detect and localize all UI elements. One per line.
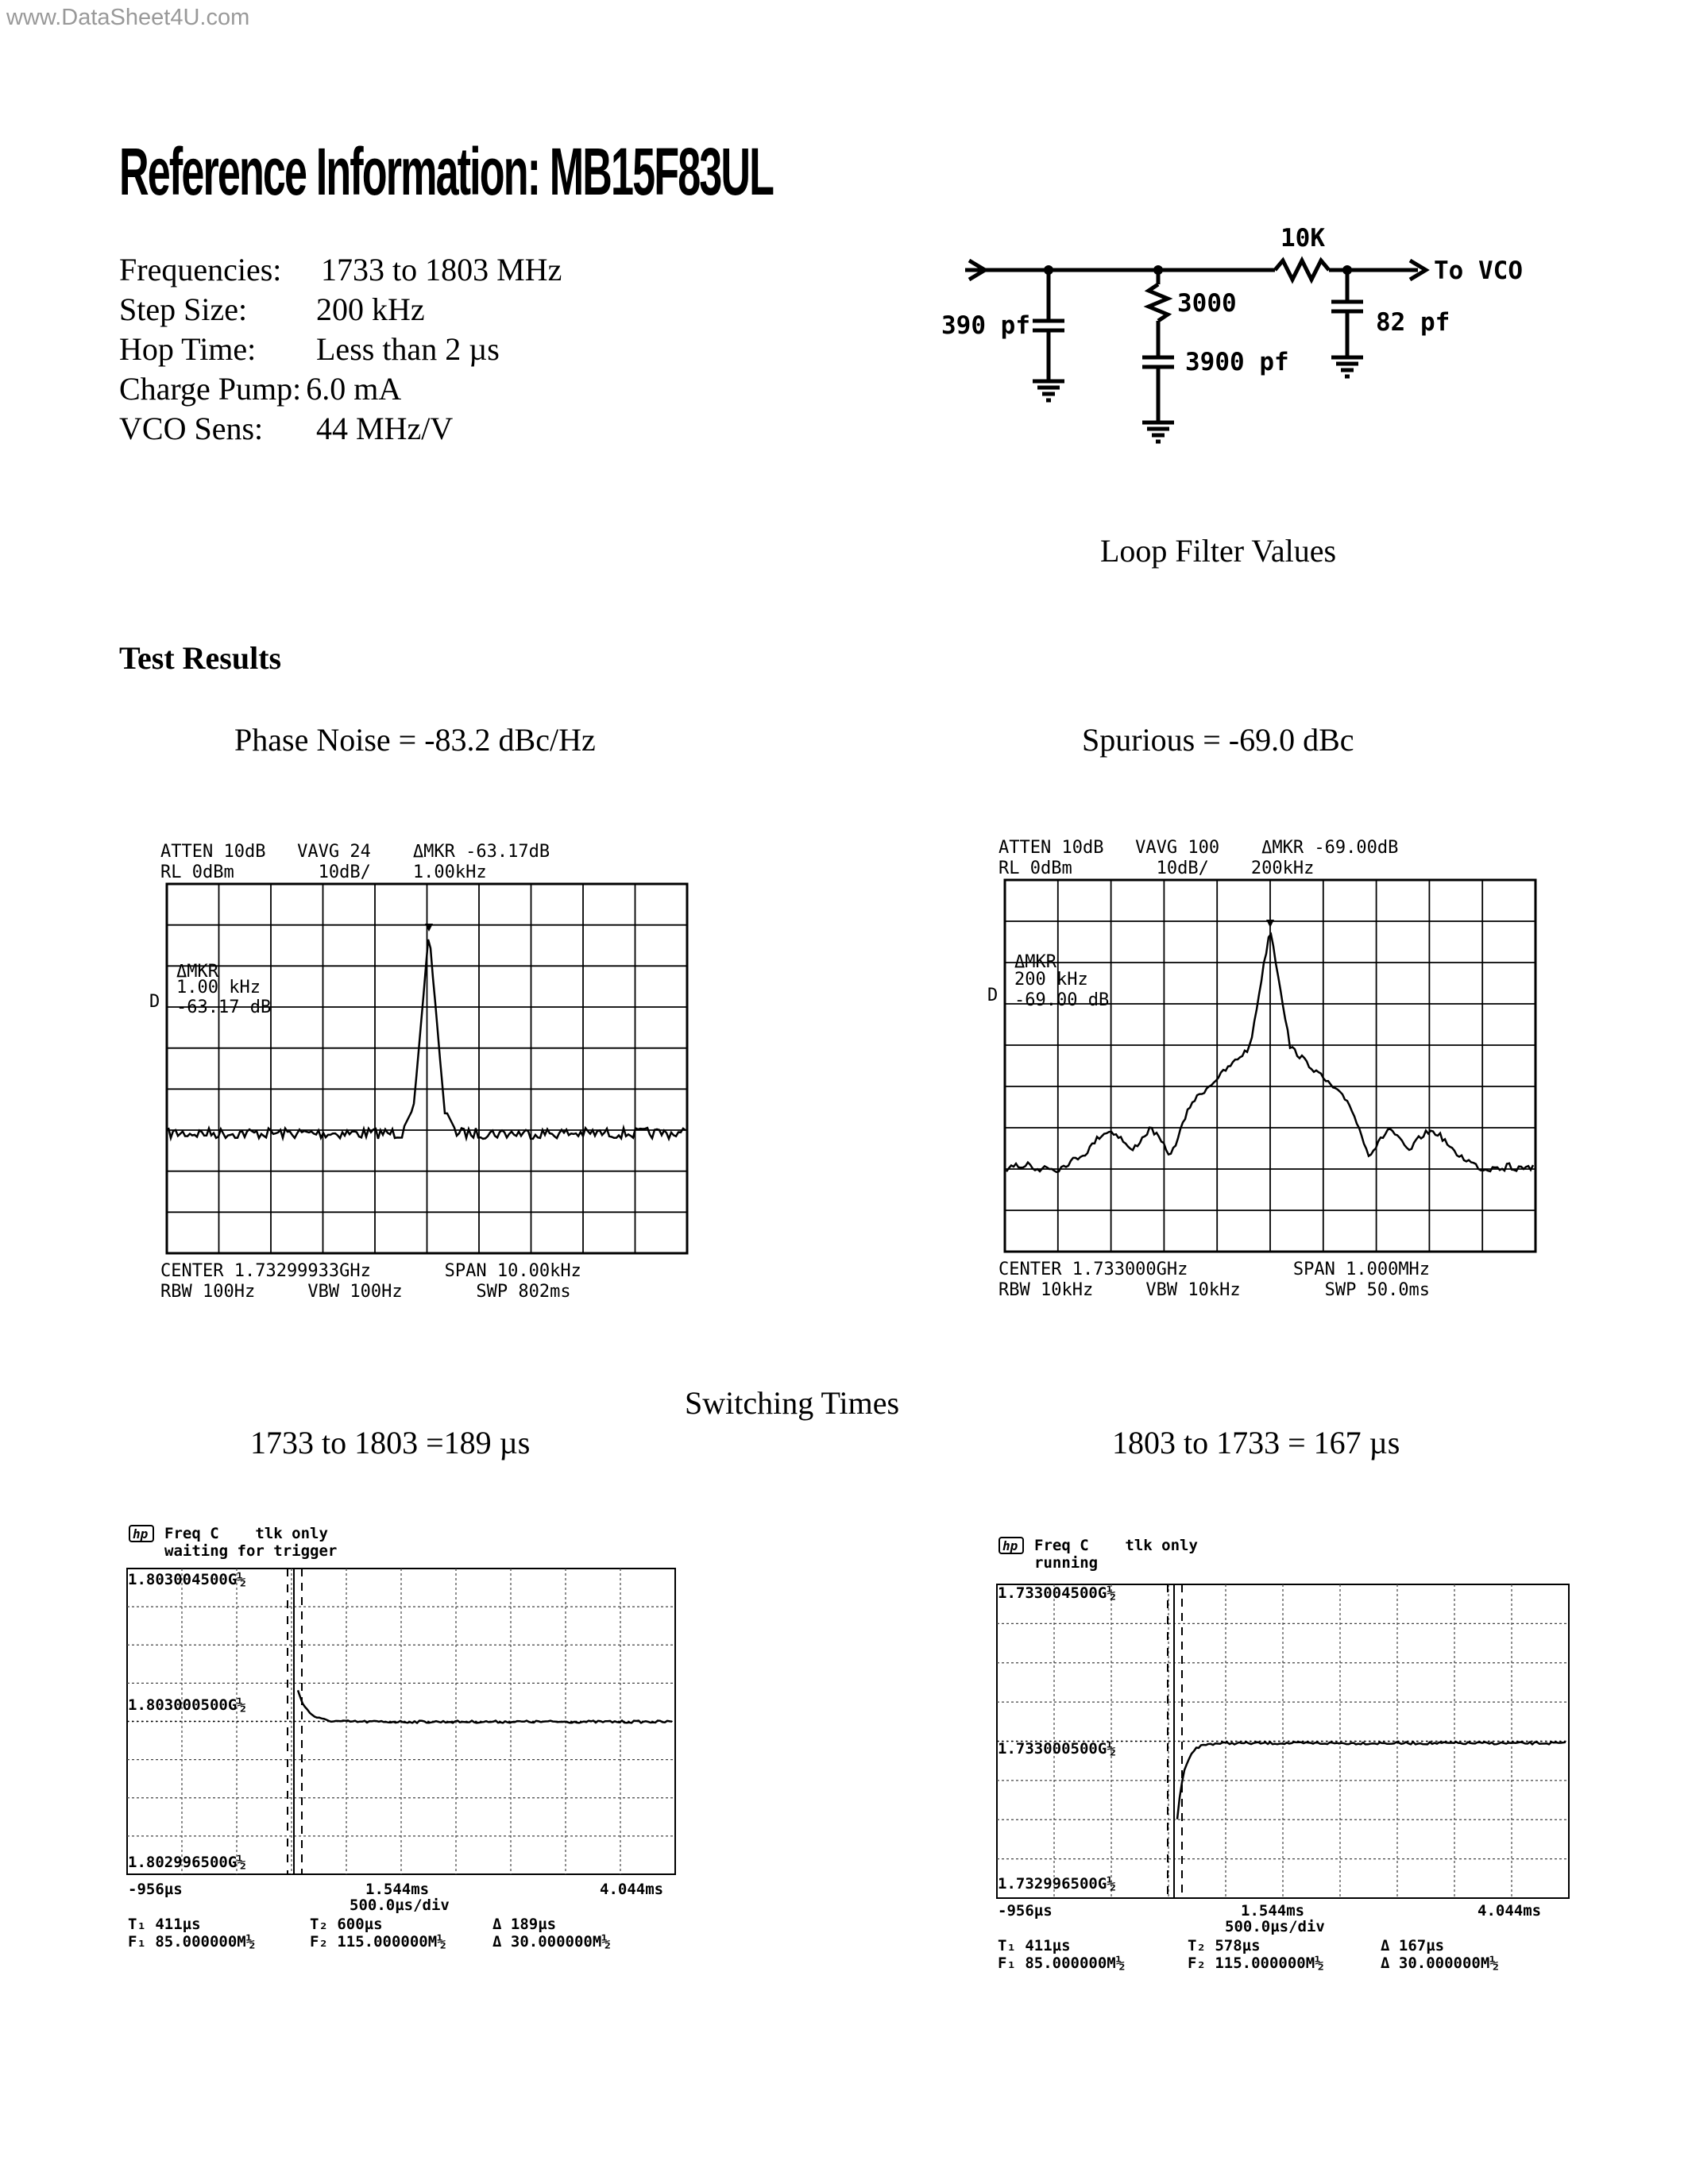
output-label: To VCO bbox=[1434, 257, 1523, 285]
spec-list bbox=[119, 250, 562, 449]
c1-label: 390 pf bbox=[941, 311, 1030, 340]
analyzer-footer-line2: RBW 100Hz VBW 100Hz SWP 802ms bbox=[160, 1282, 571, 1302]
x-scale: 500.0µs/div bbox=[350, 1897, 450, 1914]
scope-header-line2: waiting for trigger bbox=[164, 1542, 338, 1560]
marker-freq: 1.00 kHz bbox=[176, 978, 261, 997]
spec-value: 200 kHz bbox=[316, 291, 425, 327]
y-label-top: 1.733004500G½ bbox=[998, 1584, 1116, 1602]
spec-label: Hop Time: bbox=[119, 331, 257, 367]
x-label-mid: 1.544ms bbox=[365, 1881, 430, 1898]
hp-logo: hp bbox=[133, 1526, 149, 1542]
switch-time-2-caption: 1803 to 1733 = 167 µs bbox=[1112, 1425, 1400, 1461]
analyzer-footer-line1: CENTER 1.73299933GHz SPAN 10.00kHz bbox=[160, 1261, 581, 1281]
marker-t1: T₁ 411µs bbox=[998, 1937, 1071, 1954]
marker-t2: T₂ 578µs bbox=[1188, 1937, 1261, 1954]
spec-label: Frequencies: bbox=[119, 252, 282, 287]
marker-t2: T₂ 600µs bbox=[310, 1916, 383, 1933]
spec-value: 1733 to 1803 MHz bbox=[321, 252, 562, 287]
y-label-top: 1.803004500G½ bbox=[128, 1571, 246, 1588]
scope-header-line1: Freq C tlk only bbox=[1034, 1537, 1198, 1554]
marker-icon bbox=[425, 924, 433, 932]
spec-label: Step Size: bbox=[119, 291, 248, 327]
spec-step-size bbox=[119, 290, 562, 330]
loop-filter-schematic bbox=[921, 214, 1573, 469]
analyzer-footer-line1: CENTER 1.733000GHz SPAN 1.000MHz bbox=[999, 1260, 1431, 1279]
hp-logo: hp bbox=[1002, 1538, 1018, 1553]
spec-charge-pump bbox=[119, 369, 562, 409]
loop-filter-caption: Loop Filter Values bbox=[1100, 533, 1337, 569]
r2-label: 10K bbox=[1280, 224, 1325, 253]
scope-header-line1: Freq C tlk only bbox=[164, 1525, 328, 1542]
marker-delta-t: Δ 167µs bbox=[1381, 1937, 1445, 1954]
spec-value: 6.0 mA bbox=[306, 371, 402, 407]
phase-noise-caption: Phase Noise = -83.2 dBc/Hz bbox=[234, 722, 596, 758]
x-label-mid: 1.544ms bbox=[1241, 1902, 1305, 1920]
analyzer-settings-line2: RL 0dBm 10dB/ 1.00kHz bbox=[160, 862, 487, 882]
spec-value: 44 MHz/V bbox=[316, 411, 454, 446]
y-label-bottom: 1.732996500G½ bbox=[998, 1875, 1116, 1893]
scope-header-line2: running bbox=[1034, 1554, 1099, 1572]
marker-f2: F₂ 115.000000M½ bbox=[310, 1933, 446, 1951]
switch-time-1-caption: 1733 to 1803 =189 µs bbox=[250, 1425, 531, 1461]
frequency-trace bbox=[298, 1690, 672, 1723]
x-label-right: 4.044ms bbox=[1477, 1902, 1542, 1920]
marker-icon bbox=[1266, 920, 1274, 928]
page-title: Reference Information: MB15F83UL bbox=[119, 134, 774, 209]
marker-amplitude: -63.17 dB bbox=[176, 997, 272, 1017]
y-label-mid: 1.803000500G½ bbox=[128, 1696, 246, 1714]
x-scale: 500.0µs/div bbox=[1225, 1918, 1325, 1935]
c2-label: 3900 pf bbox=[1185, 348, 1289, 376]
marker-freq: 200 kHz bbox=[1014, 970, 1088, 990]
spurious-caption: Spurious = -69.0 dBc bbox=[1082, 722, 1354, 758]
spec-frequencies bbox=[119, 250, 562, 290]
marker-f1: F₁ 85.000000M½ bbox=[998, 1954, 1126, 1972]
frequency-scope-plot-2 bbox=[993, 1533, 1573, 1978]
marker-delta-label: ΔMKR bbox=[176, 962, 218, 982]
marker-amplitude: -69.00 dB bbox=[1014, 990, 1110, 1010]
analyzer-settings-line1: ATTEN 10dB VAVG 24 ΔMKR -63.17dB bbox=[160, 842, 550, 862]
spectrum-plot-phase-noise bbox=[151, 838, 707, 1314]
marker-delta-label: ΔMKR bbox=[1014, 952, 1056, 972]
spec-label: VCO Sens: bbox=[119, 411, 264, 446]
r1-label: 3000 bbox=[1177, 289, 1237, 318]
x-label-left: -956µs bbox=[998, 1902, 1053, 1920]
spec-hop-time bbox=[119, 330, 562, 369]
spec-label: Charge Pump: bbox=[119, 371, 302, 407]
spectrum-plot-spurious bbox=[989, 834, 1561, 1314]
marker-delta-f: Δ 30.000000M½ bbox=[492, 1933, 611, 1951]
analyzer-settings-line1: ATTEN 10dB VAVG 100 ΔMKR -69.00dB bbox=[999, 838, 1399, 858]
marker-delta-f: Δ 30.000000M½ bbox=[1381, 1954, 1499, 1972]
spec-vco-sens bbox=[119, 409, 562, 449]
x-label-right: 4.044ms bbox=[600, 1881, 664, 1898]
frequency-scope-plot-1 bbox=[123, 1521, 695, 1958]
c3-label: 82 pf bbox=[1376, 308, 1450, 337]
y-label-mid: 1.733000500G½ bbox=[998, 1740, 1116, 1758]
x-label-left: -956µs bbox=[128, 1881, 183, 1898]
analyzer-settings-line2: RL 0dBm 10dB/ 200kHz bbox=[999, 859, 1315, 878]
marker-f1: F₁ 85.000000M½ bbox=[128, 1933, 256, 1951]
marker-t1: T₁ 411µs bbox=[128, 1916, 201, 1933]
marker-f2: F₂ 115.000000M½ bbox=[1188, 1954, 1324, 1972]
section-heading: Test Results bbox=[119, 640, 282, 676]
marker-delta-t: Δ 189µs bbox=[492, 1916, 557, 1933]
y-label-bottom: 1.802996500G½ bbox=[128, 1854, 246, 1871]
watermark: www.DataSheet4U.com bbox=[6, 5, 250, 30]
analyzer-footer-line2: RBW 10kHz VBW 10kHz SWP 50.0ms bbox=[999, 1280, 1431, 1300]
display-line-label: D bbox=[987, 986, 999, 1005]
display-line-label: D bbox=[149, 992, 160, 1012]
switching-times-title: Switching Times bbox=[685, 1385, 900, 1421]
spec-value: Less than 2 µs bbox=[316, 331, 500, 367]
